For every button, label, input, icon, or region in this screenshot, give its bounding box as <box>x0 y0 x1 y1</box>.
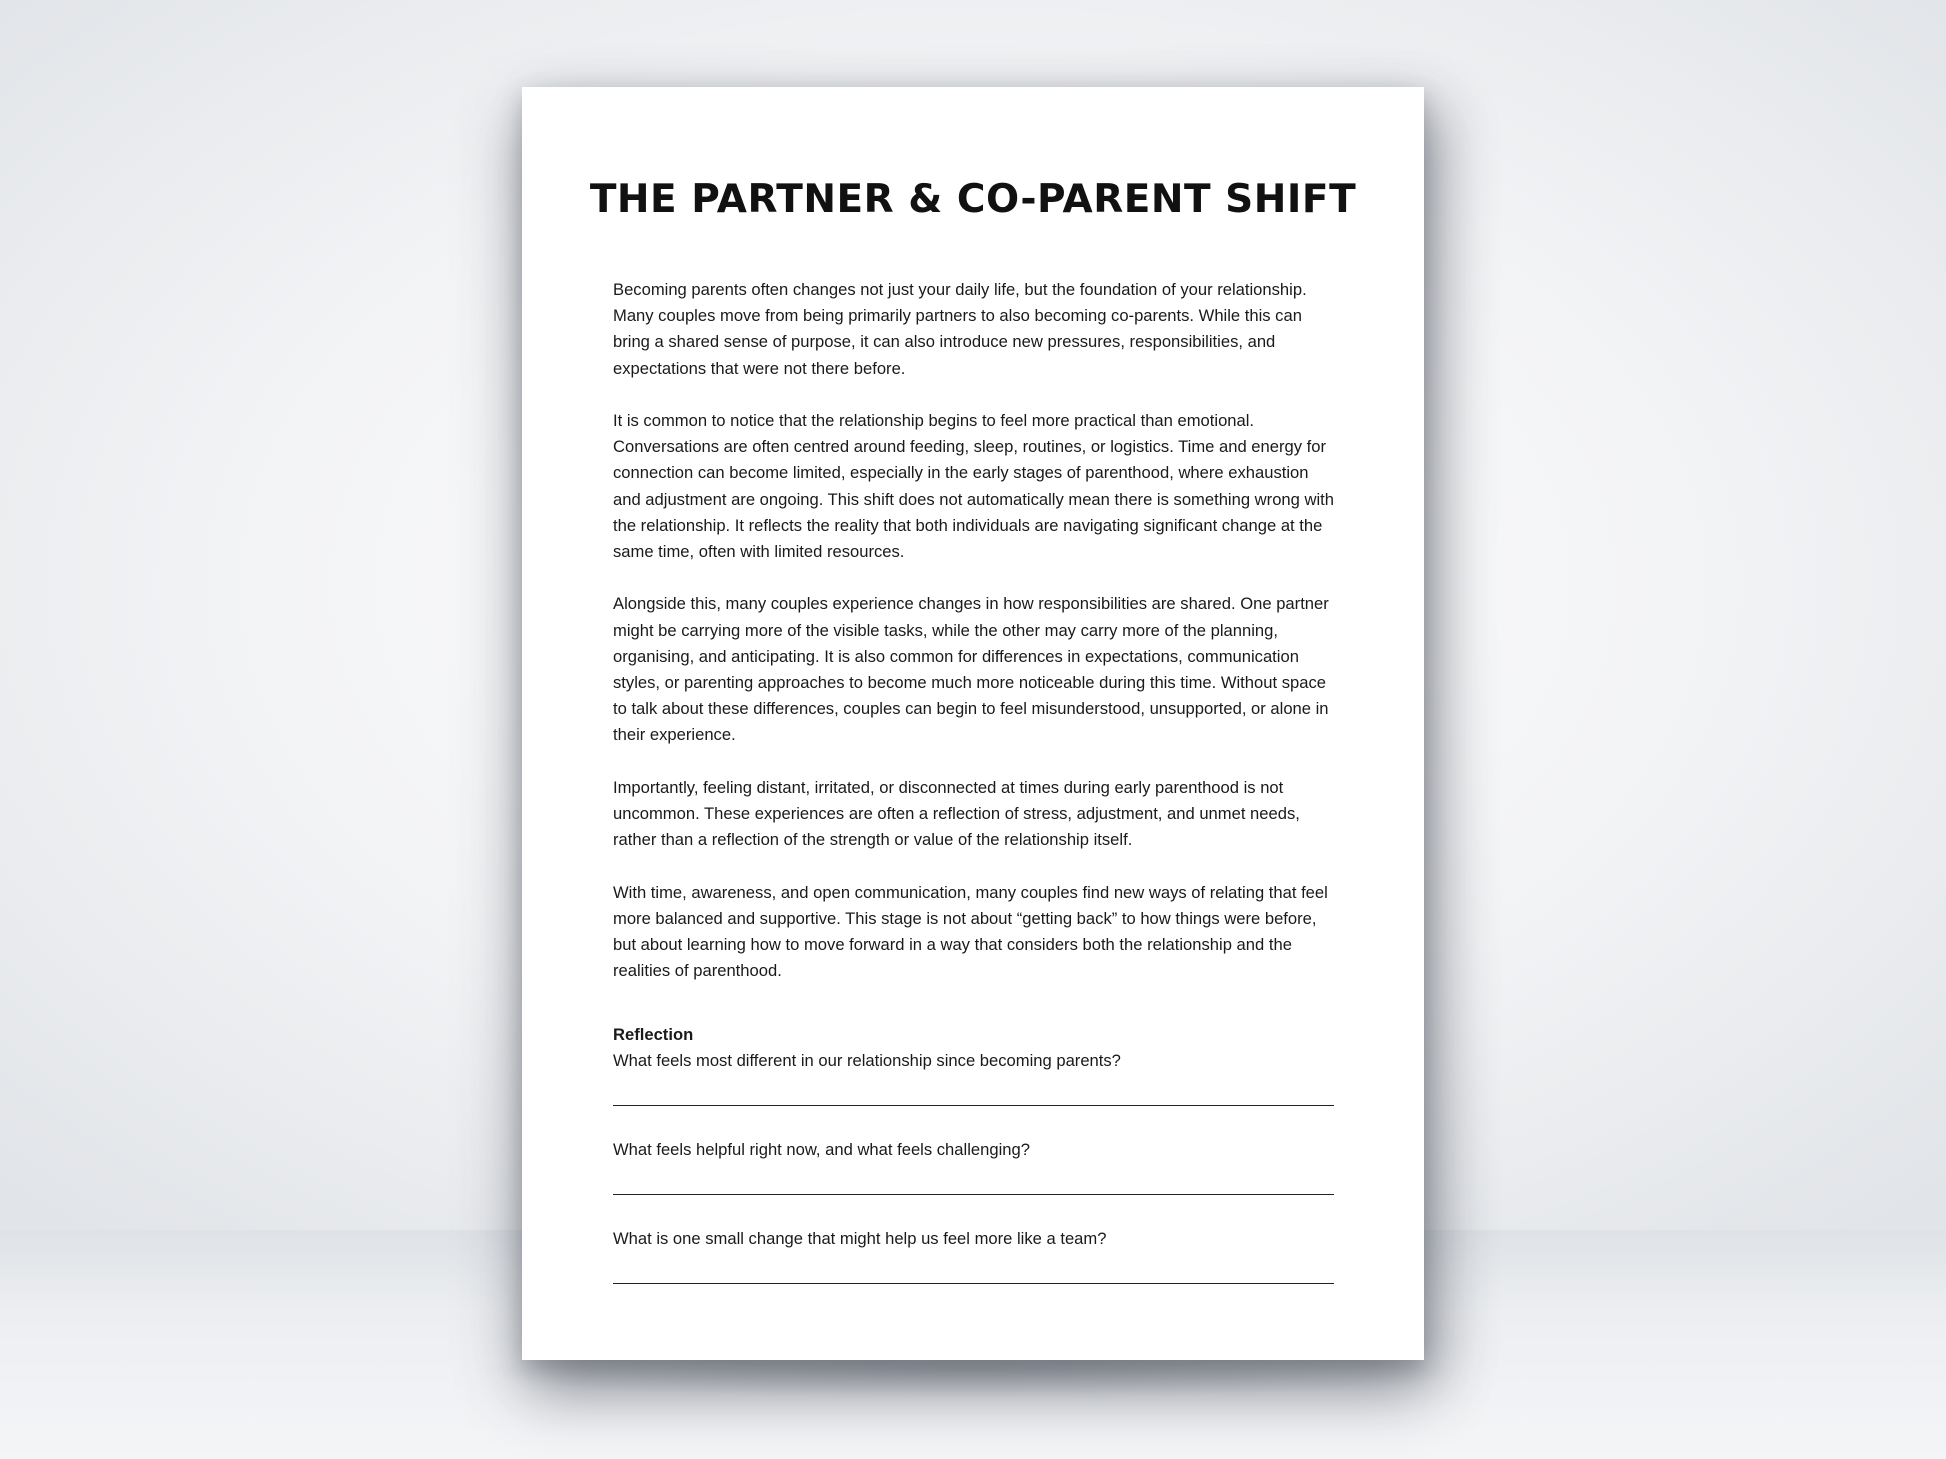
reflection-heading: Reflection <box>613 1025 694 1044</box>
paragraph-1: Becoming parents often changes not just your daily life, but the foundation of your relationship. Many couples move from being primarily partners to also becoming co-parents. While this can bring a shared sense of purpose, it can also introduce new pressures, responsibilities, and expectations that were not there before. <box>613 280 1307 378</box>
document-page <box>522 87 1424 1360</box>
body-text <box>613 277 1338 1011</box>
paragraph-2: It is common to notice that the relationship begins to feel more practical than emotional. Conversations are often centred around feeding, sleep, routines, or logistics. Time and energy for connection can become limited, especially in the early stages of parenthood, where exhaustion and adjustment are ongoing. This shift does not automatically mean there is something wrong with the relationship. It reflects the reality that both individuals are navigating significant change at the same time, often with limited resources. <box>613 411 1335 562</box>
reflection-section <box>613 1022 1336 1284</box>
answer-line-3[interactable] <box>613 1283 1334 1284</box>
page-title: THE PARTNER & CO-PARENT SHIFT <box>589 177 1357 222</box>
paragraph-5: With time, awareness, and open communication, many couples find new ways of relating that feel more balanced and supportive. This stage is not about “getting back” to how things were before, but about learning how to move forward in a way that considers both the relationship and the realities of parenthood. <box>613 882 1328 981</box>
paragraph-4: Importantly, feeling distant, irritated, or disconnected at times during early parenthood is not uncommon. These experiences are often a reflection of stress, adjustment, and unmet needs, rather than a reflection of the strength or value of the relationship itself. <box>613 777 1300 850</box>
reflection-question-3: What is one small change that might help us feel more like a team? <box>613 1229 1107 1248</box>
paragraph-3: Alongside this, many couples experience changes in how responsibilities are shared. One partner might be carrying more of the visible tasks, while the other may carry more of the planning, organising, and anticipating. It is also common for differences in expectations, communication styles, or parenting approaches to become much more noticeable during this time. Without space to talk about these differences, couples can begin to feel misunderstood, unsupported, or alone in their experience. <box>613 594 1329 745</box>
answer-line-2[interactable] <box>613 1194 1334 1195</box>
answer-line-1[interactable] <box>613 1105 1334 1106</box>
reflection-question-1: What feels most different in our relationship since becoming parents? <box>613 1051 1121 1070</box>
reflection-question-2: What feels helpful right now, and what feels challenging? <box>613 1140 1030 1159</box>
